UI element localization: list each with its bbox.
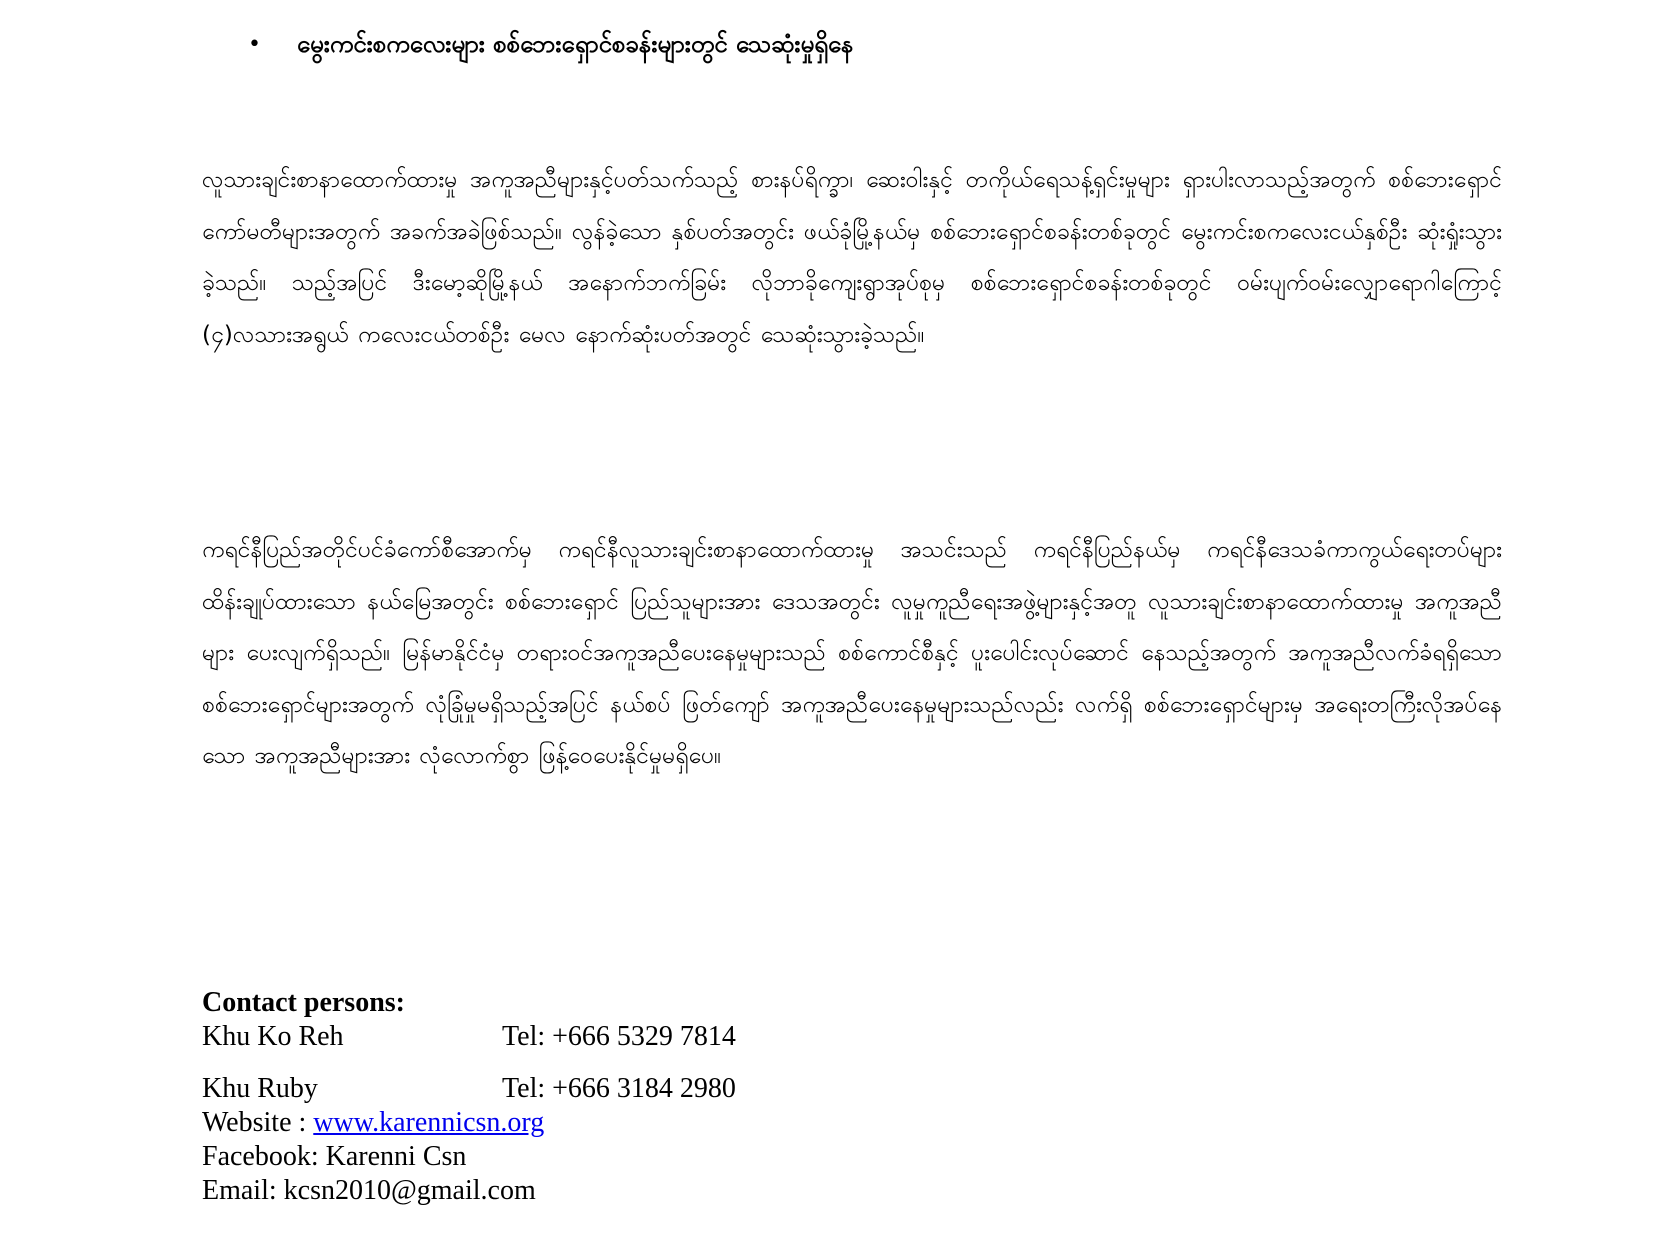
contact-person-tel: Tel: +666 5329 7814 [502,1021,736,1052]
paragraph-humanitarian-shortage: လူသားချင်းစာနာထောက်ထားမှု အကူအညီများနှင့်ပတ်သက်သည့် စားနပ်ရိက္ခာ၊ ဆေးဝါးနှင့် တကိုယ်ရေသန့်ရှင်းမှုများ ရှားပါးလာသည့်အတွက် စစ်ဘေးရှောင်ကော်မတီများအတွက် အခက်အခဲဖြစ်သည်။ လွန်ခဲ့သော နှစ်ပတ်အတွင်း ဖယ်ခုံမြို့နယ်မှ စစ်ဘေးရှောင်စခန်းတစ်ခုတွင် မွေးကင်းစကလေးငယ်နှစ်ဦး ဆုံးရှုံးသွားခဲ့သည်။ သည့်အပြင် ဒီးမော့ဆိုမြို့နယ် အနောက်ဘက်ခြမ်း လိုဘာခိုကျေးရွာအုပ်စုမှ စစ်ဘေးရှောင်စခန်းတစ်ခုတွင် ဝမ်းပျက်ဝမ်းလျှောရောဂါကြောင့် (၄)လသားအရွယ် ကလေးငယ်တစ်ဦး မေလ နောက်ဆုံးပတ်အတွင် သေဆုံးသွားခဲ့သည်။ [202,167,1502,348]
contact-person-row [202,1020,736,1054]
contact-person-name: Khu Ko Reh [202,1021,344,1052]
contact-person-tel: Tel: +666 3184 2980 [502,1073,736,1104]
headline-text: မွေးကင်းစကလေးများ စစ်ဘေးရှောင်စခန်းများတွင် သေဆုံးမှုရှိနေ [296,30,854,58]
facebook-line: Facebook: Karenni Csn [202,1141,467,1172]
bullet-marker: • [248,31,261,57]
email-line: Email: kcsn2010@gmail.com [202,1175,536,1206]
contact-section [202,986,736,1208]
contact-person-row [202,1072,736,1106]
website-label: Website : [202,1107,314,1138]
paragraph-kcsn-assistance: ကရင်နီပြည်အတိုင်ပင်ခံကော်စီအောက်မှ ကရင်နီလူသားချင်းစာနာထောက်ထားမှု အသင်းသည် ကရင်နီပြည်နယ်မှ ကရင်နီဒေသခံကာကွယ်ရေးတပ်များ ထိန်းချုပ်ထားသော နယ်မြေအတွင်း စစ်ဘေးရှောင် ပြည်သူများအား ဒေသအတွင်း လူမှုကူညီရေးအဖွဲ့များနှင့်အတူ လူသားချင်းစာနာထောက်ထားမှု အကူအညီများ ပေးလျက်ရှိသည်။ မြန်မာနိုင်ငံမှ တရားဝင်အကူအညီပေးနေမှုများသည် စစ်ကောင်စီနှင့် ပူးပေါင်းလုပ်ဆောင် နေသည့်အတွက် အကူအညီလက်ခံရရှိသော စစ်ဘေးရှောင်များအတွက် လုံခြုံမှုမရှိသည့်အပြင် နယ်စပ် ဖြတ်ကျော် အကူအညီပေးနေမှုများသည်လည်း လက်ရှိ စစ်ဘေးရှောင်များမှ အရေးတကြီးလိုအပ်နေသော အကူအညီများအား လုံလောက်စွာ ဖြန့်ဝေပေးနိုင်မှုမရှိပေ။ [202,537,1502,769]
contact-heading: Contact persons: [202,987,405,1018]
headline-bullet-item [248,28,853,62]
website-line [202,1106,736,1140]
website-link[interactable]: www.karennicsn.org [313,1107,545,1138]
contact-person-name: Khu Ruby [202,1073,318,1104]
